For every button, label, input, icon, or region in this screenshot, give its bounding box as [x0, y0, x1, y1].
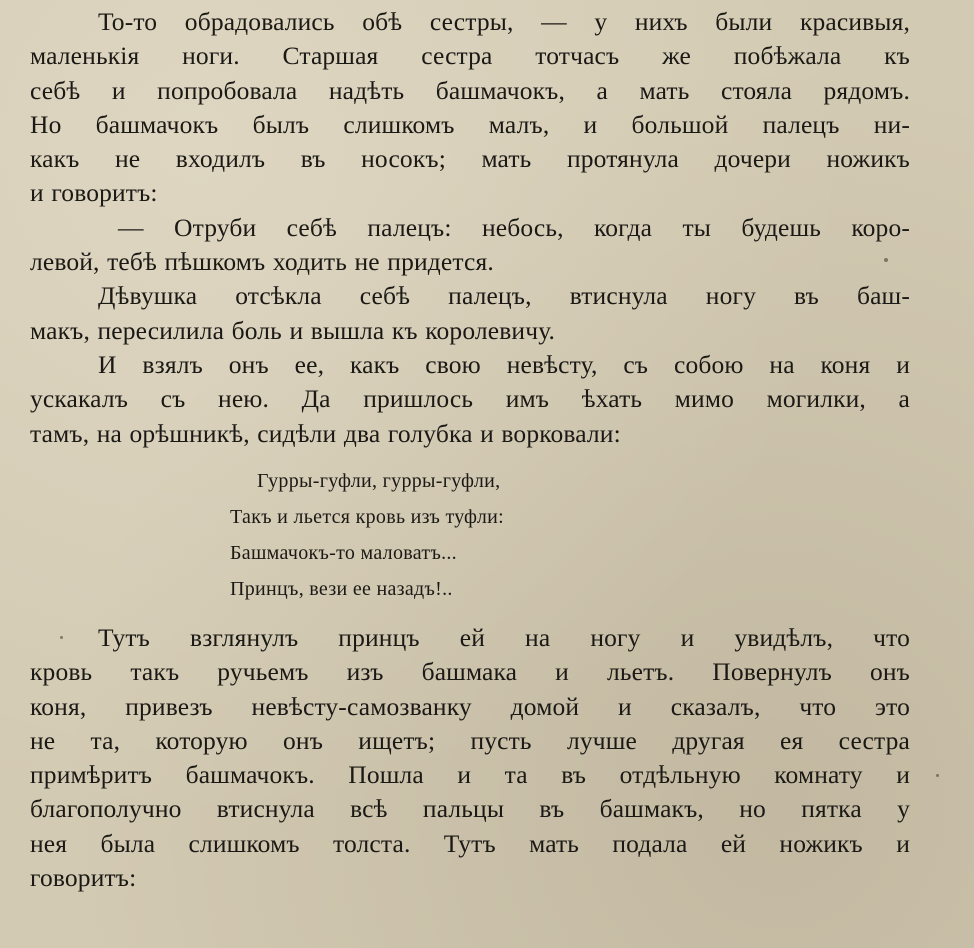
verse-block	[230, 463, 504, 607]
text-line: левой, тебѣ пѣшкомъ ходить не придется.	[30, 247, 494, 277]
paragraph-5	[30, 621, 910, 895]
text-line: нея была слишкомъ толста. Тутъ мать подала ей ножикъ и	[30, 828, 910, 858]
text-block-bottom	[30, 621, 910, 895]
text-line: То-то обрадовались обѣ сестры, — у нихъ были красивыя,	[98, 7, 910, 36]
paragraph-3	[30, 279, 910, 348]
text-line: не та, которую онъ ищетъ; пусть лучше другая ея сестра	[30, 725, 910, 755]
paragraph-2	[30, 211, 910, 280]
paper-speck	[884, 258, 888, 262]
paragraph-4	[30, 348, 910, 451]
verse-line: Принцъ, вези ее назадъ!..	[230, 578, 453, 600]
text-line: Дѣвушка отсѣкла себѣ палецъ, втиснула ногу въ баш-	[98, 281, 910, 311]
text-line: благополучно втиснула всѣ пальцы въ башмакъ, но пятка у	[30, 794, 910, 824]
text-line: примѣритъ башмачокъ. Пошла и та въ отдѣльную комнату и	[30, 760, 910, 790]
text-line: коня, привезъ невѣсту-самозванку домой и сказалъ, что это	[30, 691, 910, 721]
text-line: маленькія ноги. Старшая сестра тотчасъ же побѣжала къ	[30, 41, 910, 71]
text-line: говоритъ:	[30, 863, 137, 893]
verse-line: Такъ и льется кровь изъ туфли:	[230, 506, 504, 528]
verse-line: Гурры-гуфли, гурры-гуфли,	[257, 470, 501, 492]
text-line: Но башмачокъ былъ слишкомъ малъ, и большой палецъ ни-	[30, 109, 910, 139]
text-line: И взялъ онъ ее, какъ свою невѣсту, съ собою на коня и	[98, 349, 910, 379]
text-line: тамъ, на орѣшникѣ, сидѣли два голубка и ворковали:	[30, 418, 621, 448]
text-line: и говоритъ:	[30, 178, 158, 208]
text-block-top	[30, 5, 910, 451]
text-line: какъ не входилъ въ носокъ; мать протянула дочери ножикъ	[30, 144, 910, 174]
paragraph-1	[30, 5, 910, 211]
text-line: себѣ и попробовала надѣть башмачокъ, а мать стояла рядомъ.	[30, 75, 910, 105]
text-line: Тутъ взглянулъ принцъ ей на ногу и увидѣлъ, что	[98, 623, 910, 652]
verse-line: Башмачокъ-то маловатъ...	[230, 542, 457, 564]
text-line: — Отруби себѣ палецъ: небось, когда ты будешь коро-	[118, 212, 910, 242]
text-line: кровь такъ ручьемъ изъ башмака и льетъ. Повернулъ онъ	[30, 657, 910, 687]
text-line: макъ, пересилила боль и вышла къ королевичу.	[30, 315, 556, 345]
text-line: ускакалъ съ нею. Да пришлось имъ ѣхать мимо могилки, а	[30, 384, 910, 414]
paper-speck	[936, 774, 939, 777]
paper-speck	[60, 636, 63, 639]
